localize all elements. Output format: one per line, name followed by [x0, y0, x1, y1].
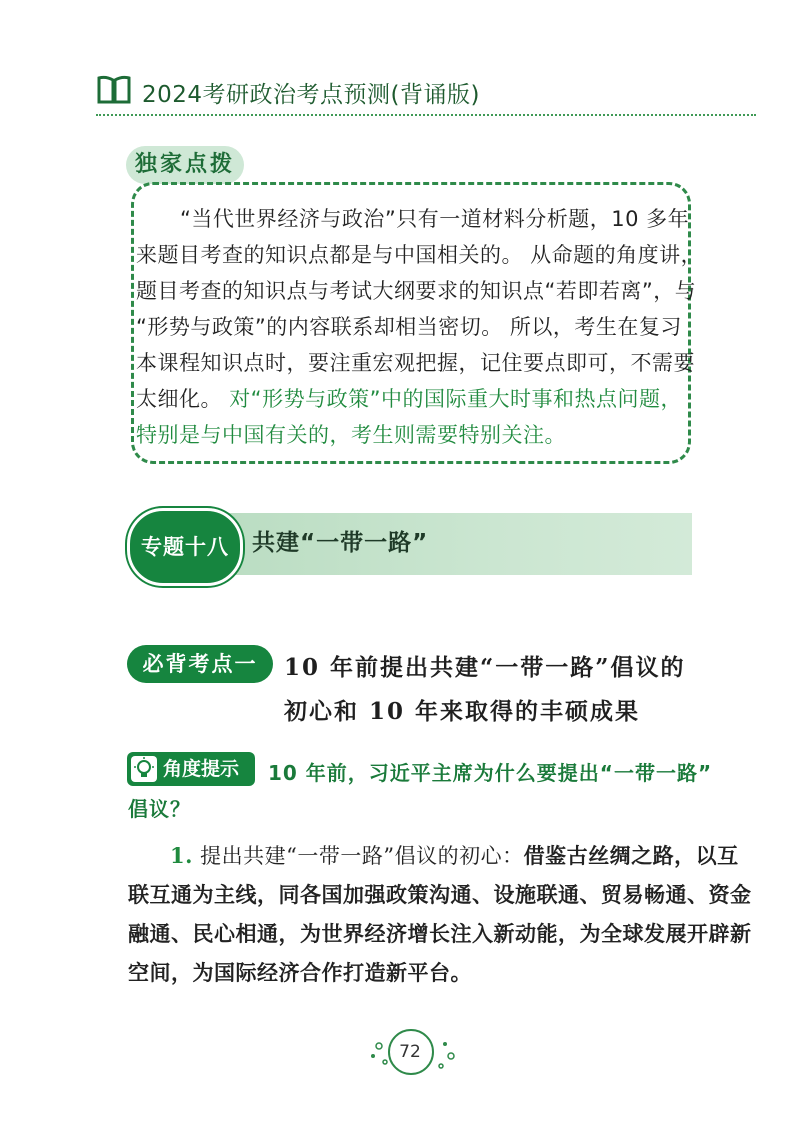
tip-line-4: “形势与政策”的内容联系却相当密切。 所以，考生在复习	[136, 315, 682, 339]
body-line-4: 空间，为国际经济合作打造新平台。	[128, 960, 472, 985]
tip-line-2: 来题目考查的知识点都是与中国相关的。 从命题的角度讲，	[136, 243, 703, 267]
tip-tag: 独家点拨	[126, 146, 244, 184]
topic-number-badge: 专题十八	[127, 508, 243, 586]
keypoint-title-line-2: 初心和 10 年来取得的丰硕成果	[284, 698, 641, 725]
lightbulb-icon	[131, 756, 157, 782]
body-line-1-plain: 提出共建“一带一路”倡议的初心：	[192, 844, 524, 868]
tip-line-6-plain: 太细化。	[136, 387, 230, 411]
keypoint-tag: 必背考点一	[127, 645, 273, 683]
tip-line-3: 题目考查的知识点与考试大纲要求的知识点“若即若离”，与	[136, 279, 697, 303]
hint-tag: 角度提示	[127, 752, 255, 786]
tip-line-7-highlight: 特别是与中国有关的，考生则需要特别关注。	[136, 423, 566, 447]
topic-title: 共建“一带一路”	[252, 530, 429, 556]
body-line-2: 联互通为主线，同各国加强政策沟通、设施联通、贸易畅通、资金	[128, 882, 752, 907]
hint-question-line-2: 倡议？	[128, 797, 191, 821]
body-line-3: 融通、民心相通，为世界经济增长注入新动能，为全球发展开辟新	[128, 921, 752, 946]
body-line-1-bold: 借鉴古丝绸之路，以互	[523, 843, 739, 868]
header-divider	[96, 114, 756, 116]
open-book-icon	[96, 74, 132, 106]
page-number: 72	[399, 1042, 421, 1062]
tip-line-1: “当代世界经济与政治”只有一道材料分析题，10 多年	[180, 207, 690, 231]
body-line-1	[170, 840, 739, 870]
body-item-number: 1.	[170, 843, 193, 868]
header-title: 2024考研政治考点预测(背诵版)	[142, 82, 480, 108]
hint-question-line-1: 10 年前，习近平主席为什么要提出“一带一路”	[268, 761, 713, 785]
tip-line-6	[136, 383, 682, 413]
tip-line-5: 本课程知识点时，要注重宏观把握，记住要点即可，不需要	[136, 351, 695, 375]
keypoint-title-line-1: 10 年前提出共建“一带一路”倡议的	[284, 654, 686, 681]
tip-line-6-highlight: 对“形势与政策”中的国际重大时事和热点问题，	[229, 387, 682, 411]
